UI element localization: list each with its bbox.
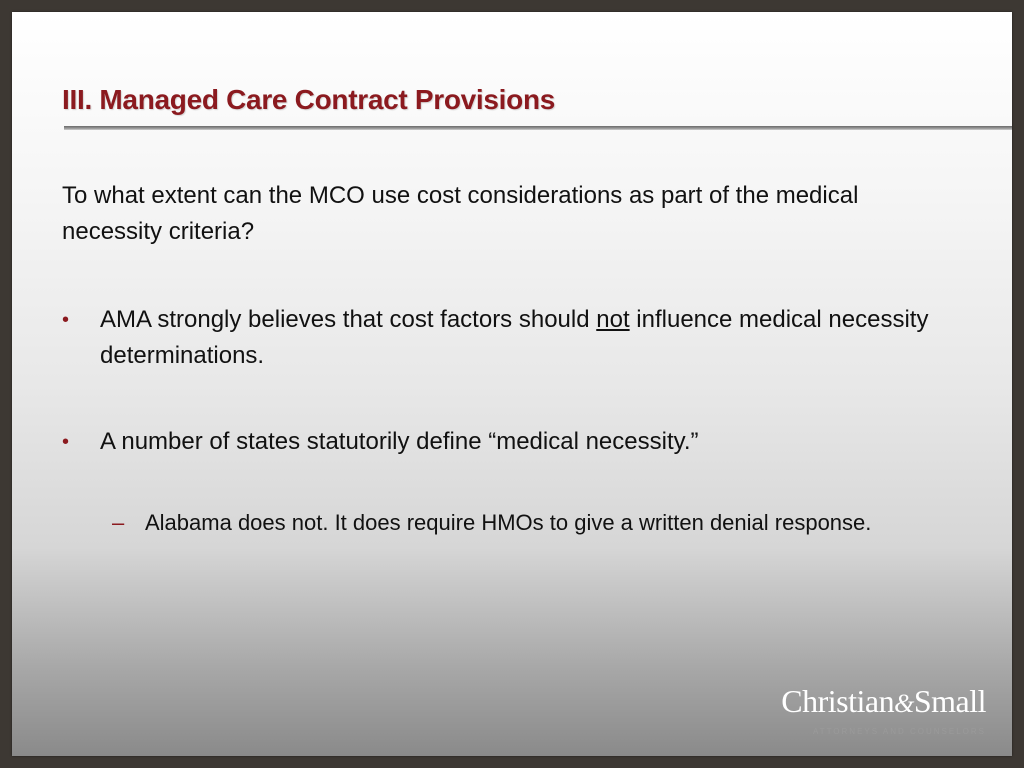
logo-tagline: ATTORNEYS AND COUNSELORS [812, 727, 986, 736]
sub-bullet-text: Alabama does not. It does require HMOs to give a written denial response. [145, 510, 872, 535]
question-text: To what extent can the MCO use cost considerations as part of the medical necessity criteria? [62, 182, 859, 245]
bullet-text-before: AMA strongly believes that cost factors should [100, 306, 597, 333]
slide-title: III. Managed Care Contract Provisions [62, 84, 556, 115]
slide [12, 12, 1012, 756]
bullet-icon: • [62, 431, 70, 453]
logo-name-second: Small [913, 683, 986, 719]
logo-name-first: Christian [781, 683, 895, 719]
logo-ampersand: & [894, 689, 914, 718]
sub-bullet-item-alabama [62, 506, 942, 540]
bullet-item-states [62, 424, 942, 460]
dash-icon: – [112, 510, 125, 535]
slide-body [62, 178, 942, 540]
bullet-text: A number of states statutorily define “medical necessity.” [100, 428, 699, 455]
bullet-item-ama [62, 302, 942, 374]
bullet-icon: • [62, 309, 70, 331]
title-divider [64, 126, 1012, 130]
logo-wordmark [776, 684, 986, 721]
emphasis-text: not [596, 306, 630, 333]
company-logo [776, 684, 986, 736]
bullet-text-after: influence medical necessity determinations. [100, 306, 929, 369]
